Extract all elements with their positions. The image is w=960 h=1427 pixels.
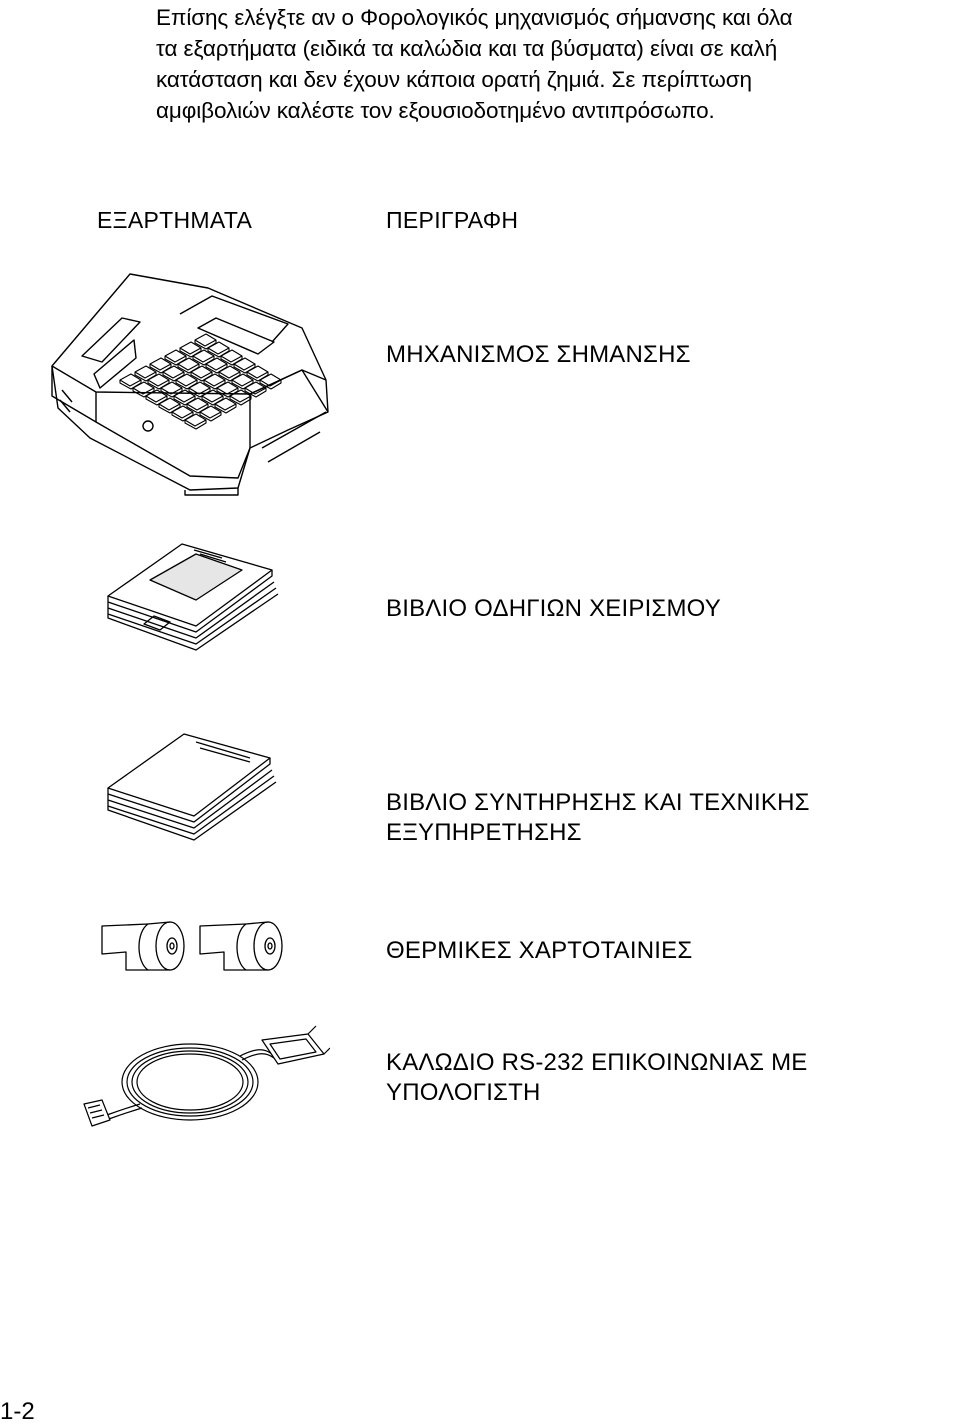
item-description-rs232-cable [386,1048,807,1108]
item-description-line: ΥΠΟΛΟΓΙΣΤΗ [386,1079,541,1106]
item-description-line: ΕΞΥΠΗΡΕΤΗΣΗΣ [386,819,582,846]
intro-line: κατάσταση και δεν έχουν κάποια ορατή ζημιά. Σε περίπτωση [156,67,752,92]
service-manual-icon [100,728,285,848]
intro-line: αμφιβολιών καλέστε τον εξουσιοδοτημένο αντιπρόσωπο. [156,98,715,123]
cash-register-icon [40,262,340,497]
intro-line: Επίσης ελέγξτε αν ο Φορολογικός μηχανισμός σήμανσης και όλα [156,5,793,30]
item-description-line: ΚΑΛΩΔΙΟ RS-232 ΕΠΙΚΟΙΝΩΝΙΑΣ ΜΕ [386,1049,808,1076]
column-header-parts: ΕΞΑΡΤΗΜΑΤΑ [97,207,253,233]
item-description-thermal-rolls: ΘΕΡΜΙΚΕΣ ΧΑΡΤΟΤΑΙΝΙΕΣ [386,937,693,964]
user-manual-icon [100,540,285,665]
item-description-fiscal-device: ΜΗΧΑΝΙΣΜΟΣ ΣΗΜΑΝΣΗΣ [386,341,691,368]
item-description-service-manual [386,788,810,848]
item-description-line: ΒΙΒΛΙΟ ΣΥΝΤΗΡΗΣΗΣ ΚΑΙ ΤΕΧΝΙΚΗΣ [386,789,810,816]
rs232-cable-icon [80,1020,330,1135]
page-number: 1-2 [0,1398,35,1425]
intro-line: τα εξαρτήματα (ειδικά τα καλώδια και τα βύσματα) είναι σε καλή [156,36,778,61]
column-header-description: ΠΕΡΙΓΡΑΦΗ [386,207,519,233]
intro-paragraph [156,2,956,126]
thermal-paper-rolls-icon [96,912,291,977]
item-description-user-manual: ΒΙΒΛΙΟ ΟΔΗΓΙΩΝ ΧΕΙΡΙΣΜΟΥ [386,595,721,622]
